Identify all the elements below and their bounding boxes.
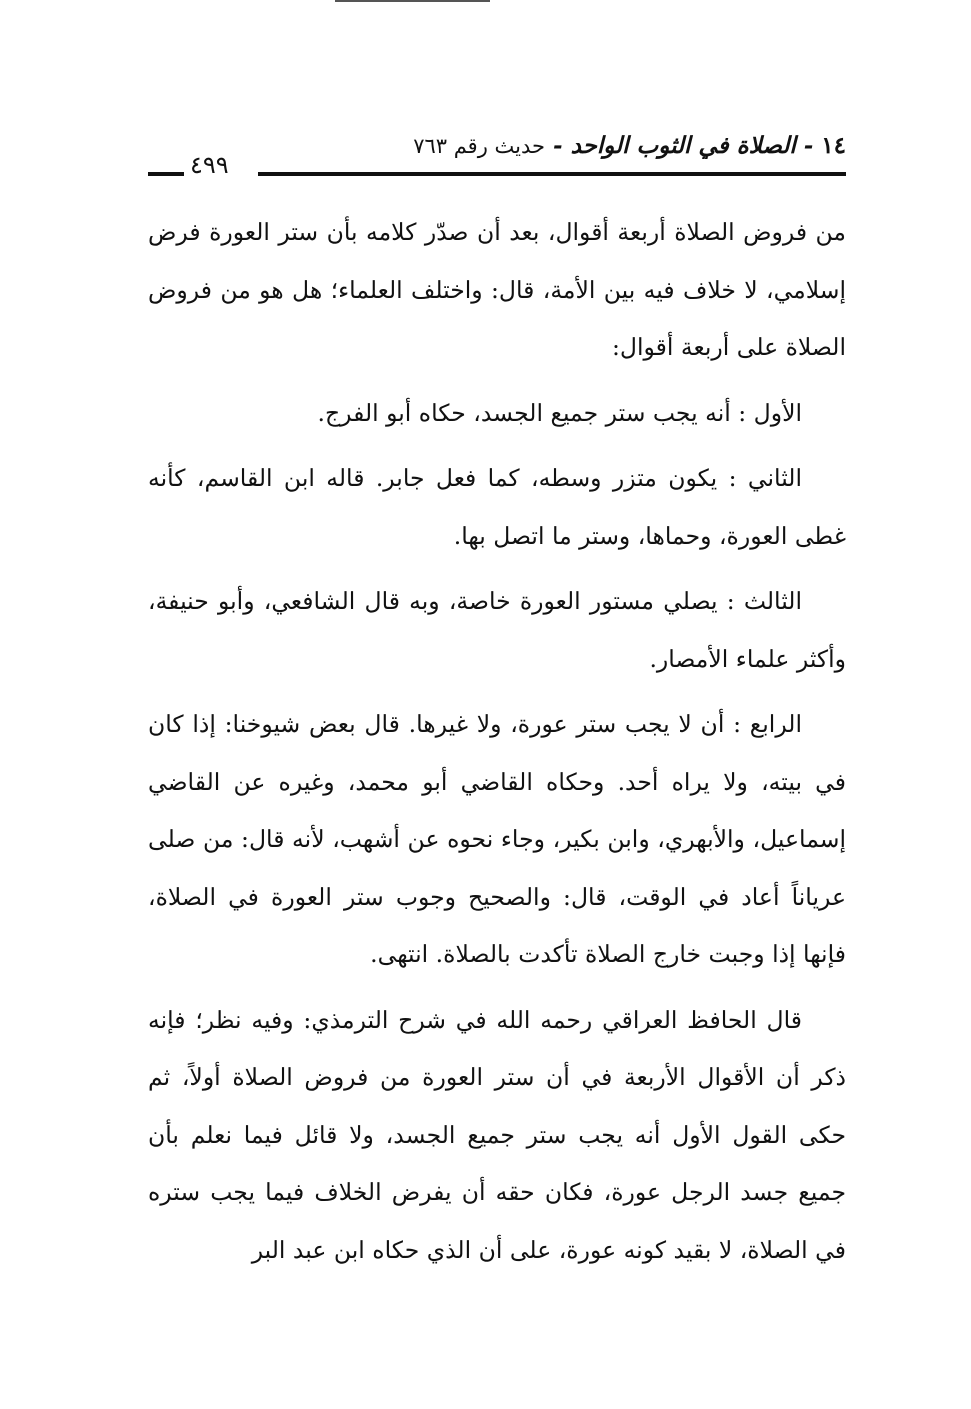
paragraph-second-opinion: الثاني : يكون متزر وسطه، كما فعل جابر. قاله ابن القاسم، كأنه غطى العورة، وحماها، وستر ما اتصل بها.: [148, 464, 846, 550]
paragraph-third-opinion: الثالث : يصلي مستور العورة خاصة، وبه قال الشافعي، وأبو حنيفة، وأكثر علماء الأمصار.: [148, 587, 846, 673]
page-number-block: [148, 150, 252, 180]
page-number: ٤٩٩: [190, 151, 229, 179]
paragraph-intro: من فروض الصلاة أربعة أقوال، بعد أن صدّر كلامه بأن ستر العورة فرض إسلامي، لا خلاف فيه بين الأمة، قال: واختلف العلماء؛ هل هو من فروض الصلاة على أربعة أقوال:: [148, 218, 846, 361]
page-number-dash: [148, 172, 184, 176]
section-title: الصلاة في الثوب الواحد: [570, 132, 796, 159]
hadith-reference: حديث رقم ٧٦٣: [413, 134, 546, 158]
section-number: ١٤: [821, 132, 846, 159]
paragraph-iraqi-commentary: قال الحافظ العراقي رحمه الله في شرح الترمذي: وفيه نظر؛ فإنه ذكر أن الأقوال الأربعة في أن ستر العورة من فروض الصلاة أولاً، ثم حكى القول الأول أنه يجب ستر جميع الجسد، ولا قائل فيما نعلم بأن جميع جسد الرجل عورة، فكان حقه أن يفرض الخلاف فيما يجب ستره في الصلاة، لا بقيد كونه عورة، على أن الذي حكاه ابن عبد البر: [148, 1005, 846, 1264]
header-rule: [258, 172, 846, 176]
header-title: ١٤ - الصلاة في الثوب الواحد - حديث رقم ٧٦٣: [413, 132, 846, 159]
page-body: [148, 204, 846, 1279]
paragraph-first-opinion: الأول : أنه يجب ستر جميع الجسد، حكاه أبو الفرج.: [317, 398, 802, 427]
running-header: [148, 132, 846, 178]
paragraph-fourth-opinion: الرابع : أن لا يجب ستر عورة، ولا غيرها. قال بعض شيوخنا: إذا كان في بيته، ولا يراه أحد. وحكاه القاضي أبو محمد، وغيره عن القاضي إسماعيل، والأبهري، وابن بكير، وجاء نحوه عن أشهب، لأنه قال: من صلى عرياناً أعاد في الوقت، قال: والصحيح وجوب ستر العورة في الصلاة، فإنها إذا وجبت خارج الصلاة تأكدت بالصلاة. انتهى.: [148, 710, 846, 968]
top-edge-rule: [335, 0, 490, 2]
